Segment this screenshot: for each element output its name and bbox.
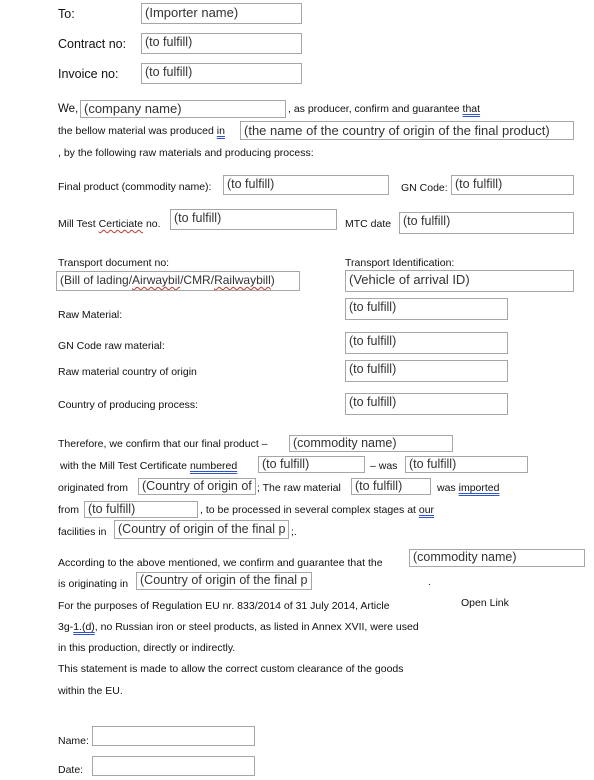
confirm-from: from <box>58 504 79 516</box>
confirm-text-5: facilities in <box>58 526 107 538</box>
confirm-was: – was <box>370 460 398 472</box>
name-field[interactable] <box>92 726 255 746</box>
mtc-date-field[interactable]: (to fulfill) <box>399 212 574 234</box>
intro-we: We, <box>58 103 79 115</box>
confirm-imported: was imported <box>437 482 500 494</box>
raw-country-label: Raw material country of origin <box>58 366 197 378</box>
transport-document-field[interactable]: (Bill of lading/Airwaybil/CMR/Railwaybill) <box>56 271 300 291</box>
confirm-raw-text: ; The raw material <box>257 482 341 494</box>
gn-code-label: GN Code: <box>401 182 448 194</box>
confirm-text-1: Therefore, we confirm that our final product – <box>58 438 268 450</box>
intro-text-2: the bellow material was produced in <box>58 125 225 137</box>
guarantee-dot: . <box>428 576 431 588</box>
to-label: To: <box>58 7 75 21</box>
vehicle-id-field[interactable]: (Vehicle of arrival ID) <box>345 270 574 292</box>
regulation-text-1: For the purposes of Regulation EU nr. 833/2014 of 31 July 2014, Article <box>58 600 390 612</box>
guarantee-commodity-field[interactable]: (commodity name) <box>409 549 585 567</box>
that-word: that <box>462 103 481 115</box>
mill-test-label: Mill Test Certiciate no. <box>58 218 161 230</box>
confirm-text-4: , to be processed in several complex stages at our <box>200 504 435 516</box>
open-link[interactable]: Open Link <box>461 597 509 609</box>
gn-code-raw-field[interactable]: (to fulfill) <box>345 332 508 354</box>
importer-name-field[interactable]: (Importer name) <box>141 3 302 24</box>
company-name-field[interactable]: (company name) <box>80 100 286 118</box>
intro-text-1: , as producer, confirm and guarantee that <box>288 103 481 115</box>
gn-raw-label: GN Code raw material: <box>58 340 165 352</box>
facilities-country-field[interactable]: (Country of origin of the final p <box>114 520 289 539</box>
guarantee-origin-field[interactable]: (Country of origin of the final p <box>136 572 312 590</box>
intro-text-3: , by the following raw materials and producing process: <box>58 147 314 159</box>
contract-number-field[interactable]: (to fulfill) <box>141 33 302 54</box>
origin-country-field[interactable]: (Country of origin of <box>138 478 256 495</box>
raw-material-inline-field[interactable]: (to fulfill) <box>351 478 431 495</box>
mtc-date-label: MTC date <box>345 218 392 230</box>
date-label: Date: <box>58 764 84 776</box>
guarantee-text-1: According to the above mentioned, we confirm and guarantee that the <box>58 557 383 569</box>
raw-country-field[interactable]: (to fulfill) <box>345 360 508 382</box>
from-field[interactable]: (to fulfill) <box>84 501 198 518</box>
gn-code-field[interactable]: (to fulfill) <box>451 175 574 195</box>
confirm-text-3: originated from <box>58 482 129 494</box>
country-of-origin-field[interactable]: (the name of the country of origin of the final product) <box>240 121 574 140</box>
final-product-field[interactable]: (to fulfill) <box>223 175 389 195</box>
transport-doc-label: Transport document no: <box>58 257 170 269</box>
mill-test-field[interactable]: (to fulfill) <box>170 209 337 230</box>
was-field[interactable]: (to fulfill) <box>405 456 528 473</box>
regulation-text-3: in this production, directly or indirectly. <box>58 642 236 654</box>
transport-id-label: Transport Identification: <box>345 257 455 269</box>
mtc-number-field[interactable]: (to fulfill) <box>258 456 365 473</box>
invoice-number-field[interactable]: (to fulfill) <box>141 63 302 84</box>
commodity-name-field[interactable]: (commodity name) <box>289 435 453 452</box>
regulation-text-2: 3g-1.(d), no Russian iron or steel products, as listed in Annex XVII, were used <box>58 621 419 633</box>
contract-label: Contract no: <box>58 37 127 51</box>
name-label: Name: <box>58 735 89 747</box>
raw-material-label: Raw Material: <box>58 309 123 321</box>
process-country-field[interactable]: (to fulfill) <box>345 393 508 415</box>
in-word: in <box>216 125 225 137</box>
confirm-semicolon: ;. <box>291 526 297 538</box>
raw-material-field[interactable]: (to fulfill) <box>345 298 508 320</box>
statement-text-2: within the EU. <box>58 685 123 697</box>
guarantee-text-2: is originating in <box>58 578 129 590</box>
invoice-label: Invoice no: <box>58 67 119 81</box>
date-field[interactable] <box>92 756 255 776</box>
confirm-text-2: with the Mill Test Certificate numbered <box>60 460 238 472</box>
final-product-label: Final product (commodity name): <box>58 181 212 193</box>
statement-text-1: This statement is made to allow the correct custom clearance of the goods <box>58 663 404 675</box>
process-country-label: Country of producing process: <box>58 399 199 411</box>
